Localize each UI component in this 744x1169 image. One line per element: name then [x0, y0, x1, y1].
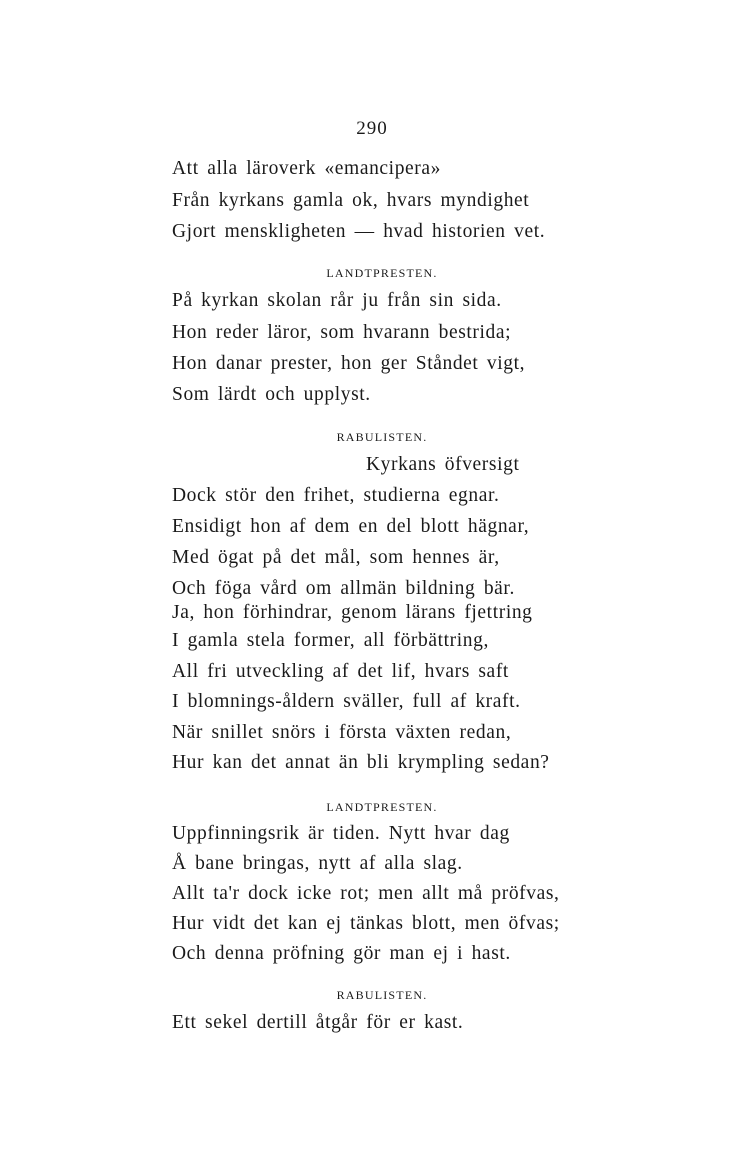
verse-line: Från kyrkans gamla ok, hvars myndighet	[172, 190, 530, 211]
verse-line: All fri utveckling af det lif, hvars saft	[172, 661, 509, 682]
verse-line: På kyrkan skolan rår ju från sin sida.	[172, 290, 502, 311]
page-number: 290	[356, 118, 388, 139]
verse-line: När snillet snörs i första växten redan,	[172, 722, 512, 743]
verse-line: Att alla läroverk «emancipera»	[172, 158, 442, 179]
speaker-label: LANDTPRESTEN.	[326, 266, 438, 280]
verse-line: Som lärdt och upplyst.	[172, 384, 371, 405]
verse-line: Ett sekel dertill åtgår för er kast.	[172, 1012, 464, 1033]
verse-line: Hon danar prester, hon ger Ståndet vigt,	[172, 353, 526, 374]
verse-line: Kyrkans öfversigt	[366, 454, 520, 475]
verse-line: Hur kan det annat än bli krympling sedan?	[172, 752, 550, 773]
speaker-label: RABULISTEN.	[336, 988, 428, 1002]
verse-line: Ensidigt hon af dem en del blott hägnar,	[172, 516, 530, 537]
verse-line: Uppfinningsrik är tiden. Nytt hvar dag	[172, 823, 510, 844]
verse-line: Gjort menskligheten — hvad historien vet.	[172, 221, 546, 242]
verse-line: Hon reder läror, som hvarann bestrida;	[172, 322, 512, 343]
speaker-label: RABULISTEN.	[336, 430, 428, 444]
verse-line: Hur vidt det kan ej tänkas blott, men öfvas;	[172, 913, 560, 934]
verse-line: Dock stör den frihet, studierna egnar.	[172, 485, 500, 506]
speaker-label: LANDTPRESTEN.	[326, 800, 438, 814]
verse-line: Allt ta'r dock icke rot; men allt må pröfvas,	[172, 883, 560, 904]
verse-line: Och föga vård om allmän bildning bär.	[172, 578, 515, 599]
verse-line: Och denna pröfning gör man ej i hast.	[172, 943, 511, 964]
verse-line: Å bane bringas, nytt af alla slag.	[172, 853, 463, 874]
verse-line: Ja, hon förhindrar, genom lärans fjettring	[172, 602, 533, 623]
verse-line: Med ögat på det mål, som hennes är,	[172, 547, 500, 568]
verse-line: I gamla stela former, all förbättring,	[172, 630, 489, 651]
verse-line: I blomnings-åldern sväller, full af kraft.	[172, 691, 521, 712]
